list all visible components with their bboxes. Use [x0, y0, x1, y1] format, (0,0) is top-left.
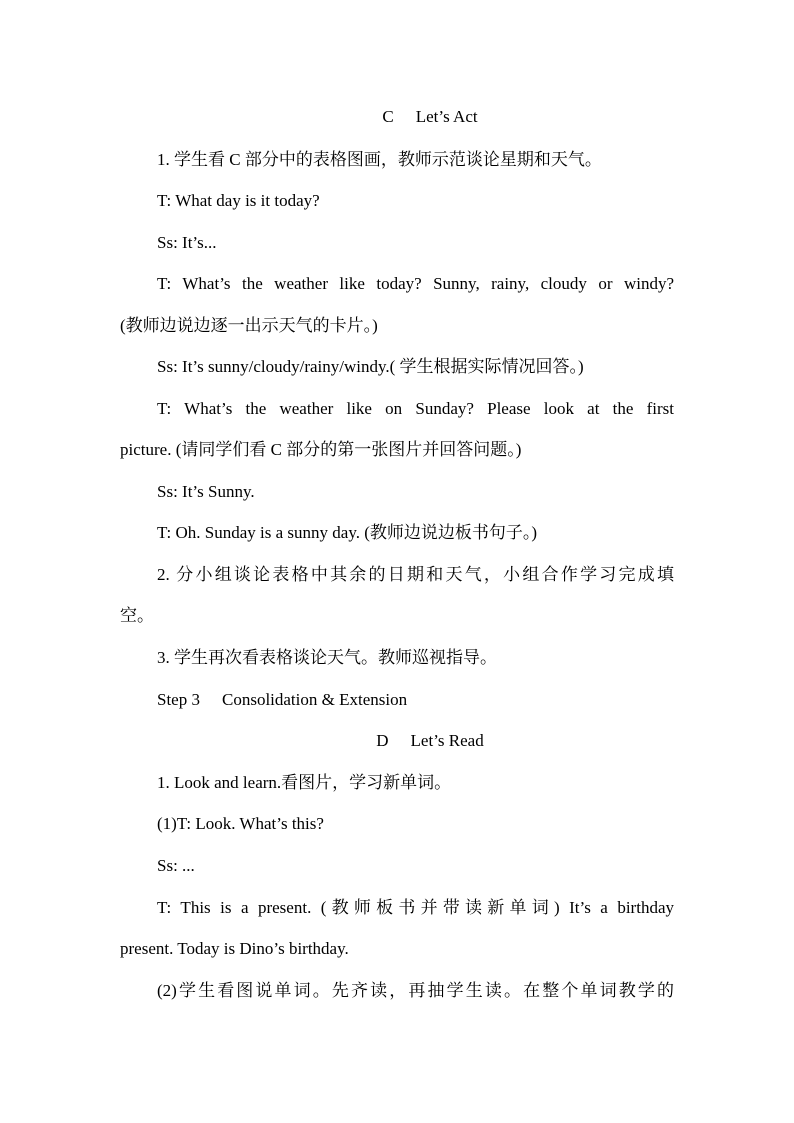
c-teacher-line-2a: T: What’s the weather like today? Sunny, rainy, cloudy or windy?	[157, 274, 674, 293]
d-teacher-line-1: (1)T: Look. What’s this?	[157, 814, 324, 833]
c-students-line-3: Ss: It’s Sunny.	[157, 482, 255, 501]
section-c-letter: C	[382, 107, 394, 126]
section-c-heading	[120, 106, 740, 128]
c-teacher-line-3a: T: What’s the weather like on Sunday? Please look at the first	[157, 399, 674, 418]
step-3-heading	[157, 689, 674, 711]
d-step-1: 1. Look and learn.看图片，学习新单词。	[157, 773, 452, 792]
c-teacher-line-4: T: Oh. Sunday is a sunny day. (教师边说边板书句子。)	[157, 523, 538, 542]
c-students-line-1: Ss: It’s...	[157, 233, 217, 252]
d-step-2a: (2)学生看图说单词。先齐读，再抽学生读。在整个单词教学的	[157, 981, 674, 1000]
c-step-1: 1. 学生看 C 部分中的表格图画，教师示范谈论星期和天气。	[157, 150, 602, 169]
c-step-3: 3. 学生再次看表格谈论天气。教师巡视指导。	[157, 648, 497, 667]
section-d-title: Let’s Read	[410, 731, 484, 750]
step-3-title: Consolidation & Extension	[221, 690, 408, 709]
c-step-2a: 2. 分小组谈论表格中其余的日期和天气，小组合作学习完成填	[157, 565, 674, 584]
section-c-title: Let’s Act	[415, 107, 478, 126]
d-teacher-line-2b: present. Today is Dino’s birthday.	[120, 939, 349, 958]
c-teacher-line-1: T: What day is it today?	[157, 191, 320, 210]
step-3-label: Step 3	[157, 690, 200, 709]
c-students-line-2: Ss: It’s sunny/cloudy/rainy/windy.( 学生根据实际情况回答。)	[157, 357, 584, 376]
section-d-letter: D	[376, 731, 389, 750]
c-teacher-line-2b: (教师边说边逐一出示天气的卡片。)	[120, 316, 378, 335]
section-d-heading	[120, 730, 740, 752]
d-teacher-line-2a: T: This is a present. (教师板书并带读新单词) It’s a birthday	[157, 898, 674, 917]
c-teacher-line-3b: picture. (请同学们看 C 部分的第一张图片并回答问题。)	[120, 440, 522, 459]
c-step-2b: 空。	[120, 606, 154, 625]
d-students-line-1: Ss: ...	[157, 856, 195, 875]
